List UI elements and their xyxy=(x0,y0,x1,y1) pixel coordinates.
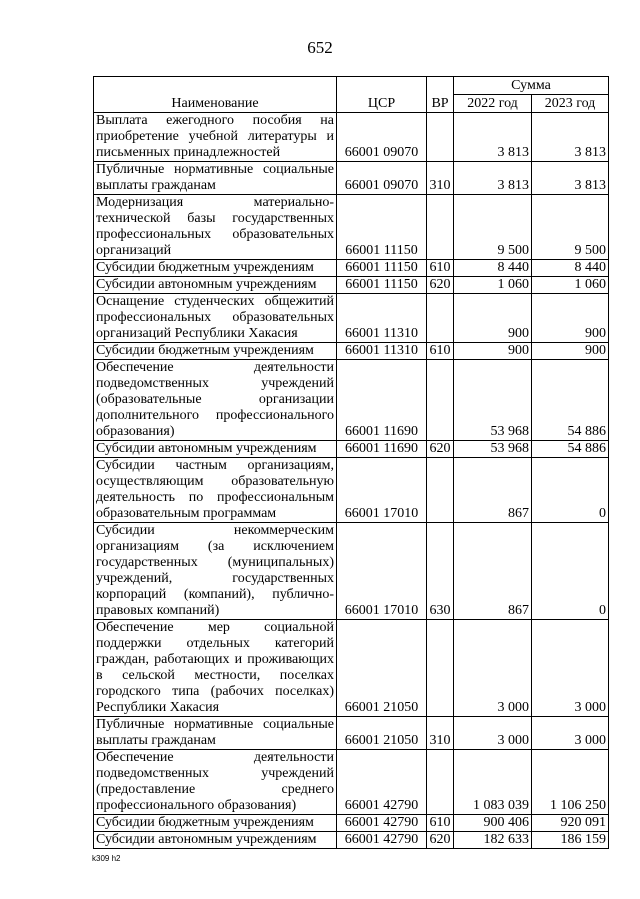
row-sum-2022: 867 xyxy=(454,523,532,620)
row-name: Выплата ежегодного пособия на приобретение учебной литературы и письменных принадлежностей xyxy=(94,113,337,162)
row-vr xyxy=(427,113,454,162)
row-sum-2022: 8 440 xyxy=(454,260,532,277)
row-name: Публичные нормативные социальные выплаты гражданам xyxy=(94,717,337,750)
row-vr: 620 xyxy=(427,277,454,294)
row-name: Субсидии автономным учреждениям xyxy=(94,832,337,849)
row-sum-2023: 8 440 xyxy=(532,260,609,277)
row-csr: 66001 11150 xyxy=(337,260,427,277)
table-row xyxy=(94,113,609,162)
row-vr: 610 xyxy=(427,815,454,832)
row-sum-2023: 3 813 xyxy=(532,113,609,162)
table-row xyxy=(94,815,609,832)
row-csr: 66001 09070 xyxy=(337,162,427,195)
row-sum-2023: 54 886 xyxy=(532,441,609,458)
page-number: 652 xyxy=(307,38,333,57)
table-row xyxy=(94,277,609,294)
row-name: Модернизация материально-технической базы государственных профессиональных образовательных организаций xyxy=(94,195,337,260)
header-year-2022: 2022 год xyxy=(454,95,532,113)
table-row xyxy=(94,832,609,849)
row-name: Субсидии бюджетным учреждениям xyxy=(94,260,337,277)
row-name: Субсидии бюджетным учреждениям xyxy=(94,815,337,832)
row-sum-2022: 3 000 xyxy=(454,717,532,750)
row-csr: 66001 17010 xyxy=(337,458,427,523)
row-sum-2023: 1 106 250 xyxy=(532,750,609,815)
row-sum-2023: 0 xyxy=(532,523,609,620)
row-sum-2022: 53 968 xyxy=(454,441,532,458)
row-csr: 66001 11150 xyxy=(337,277,427,294)
row-name: Публичные нормативные социальные выплаты гражданам xyxy=(94,162,337,195)
table-body xyxy=(94,113,609,849)
table-header-row xyxy=(94,77,609,95)
row-sum-2022: 867 xyxy=(454,458,532,523)
row-vr xyxy=(427,294,454,343)
row-csr: 66001 42790 xyxy=(337,832,427,849)
row-vr: 610 xyxy=(427,343,454,360)
row-sum-2023: 3 000 xyxy=(532,717,609,750)
table-row xyxy=(94,294,609,343)
footer-code: k309 h2 xyxy=(92,854,121,863)
row-sum-2023: 3 813 xyxy=(532,162,609,195)
table-row xyxy=(94,260,609,277)
row-sum-2023: 186 159 xyxy=(532,832,609,849)
row-csr: 66001 11690 xyxy=(337,360,427,441)
row-sum-2022: 182 633 xyxy=(454,832,532,849)
row-csr: 66001 42790 xyxy=(337,750,427,815)
budget-table xyxy=(93,76,609,849)
table-row xyxy=(94,750,609,815)
row-name: Субсидии автономным учреждениям xyxy=(94,441,337,458)
table-row xyxy=(94,717,609,750)
table-row xyxy=(94,620,609,717)
header-vr: ВР xyxy=(427,77,454,113)
table-row xyxy=(94,343,609,360)
row-sum-2022: 3 813 xyxy=(454,162,532,195)
row-sum-2022: 900 xyxy=(454,343,532,360)
row-csr: 66001 11310 xyxy=(337,294,427,343)
header-csr: ЦСР xyxy=(337,77,427,113)
table-row xyxy=(94,458,609,523)
row-csr: 66001 11150 xyxy=(337,195,427,260)
header-name: Наименование xyxy=(94,77,337,113)
table-row xyxy=(94,162,609,195)
row-csr: 66001 11690 xyxy=(337,441,427,458)
header-year-2023: 2023 год xyxy=(532,95,609,113)
row-vr: 310 xyxy=(427,717,454,750)
table-row xyxy=(94,195,609,260)
row-csr: 66001 42790 xyxy=(337,815,427,832)
row-vr: 620 xyxy=(427,441,454,458)
table-row xyxy=(94,360,609,441)
row-vr: 620 xyxy=(427,832,454,849)
table-row xyxy=(94,523,609,620)
table-row xyxy=(94,441,609,458)
header-sum: Сумма xyxy=(454,77,609,95)
row-sum-2022: 1 060 xyxy=(454,277,532,294)
row-sum-2023: 920 091 xyxy=(532,815,609,832)
row-sum-2022: 900 xyxy=(454,294,532,343)
row-name: Субсидии частным организациям, осуществляющим образовательную деятельность по профессиональным образовательным программам xyxy=(94,458,337,523)
row-sum-2023: 900 xyxy=(532,294,609,343)
row-csr: 66001 21050 xyxy=(337,620,427,717)
row-vr xyxy=(427,458,454,523)
row-csr: 66001 17010 xyxy=(337,523,427,620)
row-name: Субсидии некоммерческим организациям (за исключением государственных (муниципальных) учреждений, государственных корпораций (компаний), публично-правовых компаний) xyxy=(94,523,337,620)
row-name: Обеспечение деятельности подведомственных учреждений (предоставление среднего профессионального образования) xyxy=(94,750,337,815)
row-sum-2022: 1 083 039 xyxy=(454,750,532,815)
row-sum-2023: 9 500 xyxy=(532,195,609,260)
row-sum-2023: 3 000 xyxy=(532,620,609,717)
row-sum-2023: 54 886 xyxy=(532,360,609,441)
row-name: Обеспечение деятельности подведомственных учреждений (образовательные организации дополнительного профессионального образования) xyxy=(94,360,337,441)
row-vr xyxy=(427,620,454,717)
row-vr xyxy=(427,195,454,260)
row-csr: 66001 11310 xyxy=(337,343,427,360)
row-sum-2022: 9 500 xyxy=(454,195,532,260)
row-sum-2022: 53 968 xyxy=(454,360,532,441)
row-name: Субсидии автономным учреждениям xyxy=(94,277,337,294)
row-name: Оснащение студенческих общежитий профессиональных образовательных организаций Республики Хакасия xyxy=(94,294,337,343)
row-sum-2022: 3 813 xyxy=(454,113,532,162)
row-sum-2022: 900 406 xyxy=(454,815,532,832)
row-name: Обеспечение мер социальной поддержки отдельных категорий граждан, работающих и проживающих в сельской местности, поселках городского типа (рабочих поселках) Республики Хакасия xyxy=(94,620,337,717)
row-sum-2022: 3 000 xyxy=(454,620,532,717)
row-vr: 610 xyxy=(427,260,454,277)
row-vr: 630 xyxy=(427,523,454,620)
row-vr: 310 xyxy=(427,162,454,195)
row-vr xyxy=(427,360,454,441)
row-vr xyxy=(427,750,454,815)
row-sum-2023: 1 060 xyxy=(532,277,609,294)
row-sum-2023: 900 xyxy=(532,343,609,360)
row-csr: 66001 21050 xyxy=(337,717,427,750)
row-name: Субсидии бюджетным учреждениям xyxy=(94,343,337,360)
row-csr: 66001 09070 xyxy=(337,113,427,162)
row-sum-2023: 0 xyxy=(532,458,609,523)
